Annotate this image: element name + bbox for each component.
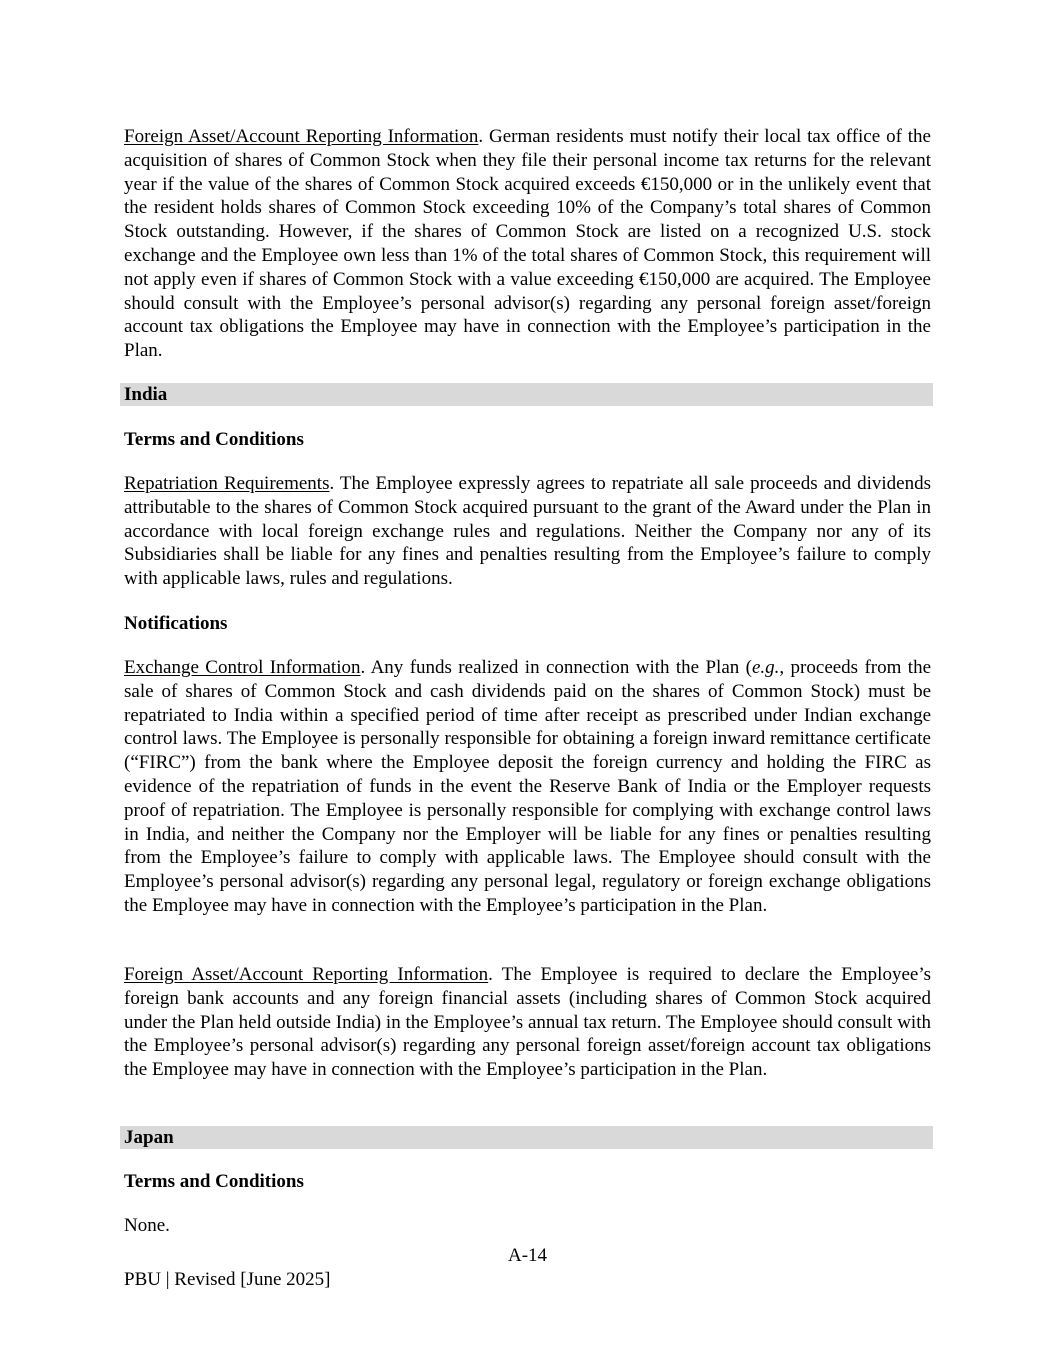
japan-terms-body: None. [124, 1215, 170, 1236]
india-exchange-body-b: , proceeds from the sale of shares of Common Stock and cash dividends paid on the shares of Common Stock) must be repatriated to India within a specified period of time after receipt as prescribed under Indian exchange control laws. The Employee is personally responsible for obtaining a foreign inward remittance certificate (“FIRC”) from the bank where the Employee deposit the foreign currency and holding the FIRC as evidence of the repatriation of funds in the event the Reserve Bank of India or the Employer requests proof of repatriation. The Employee is personally responsible for complying with exchange control laws in India, and neither the Company nor the Employer will be liable for any fines or penalties resulting from the Employee’s failure to comply with applicable laws. The Employee should consult with the Employee’s personal advisor(s) regarding any personal legal, regulatory or foreign exchange obligations the Employee may have in connection with the Employee’s participation in the Plan. [124, 657, 931, 916]
india-exchange-title: Exchange Control Information [124, 657, 361, 678]
india-reporting-paragraph [124, 963, 931, 1082]
india-notifications-heading: Notifications [124, 613, 228, 634]
india-exchange-paragraph [124, 656, 931, 918]
india-section-header [120, 383, 933, 406]
page-number: A-14 [507, 1245, 548, 1266]
india-country-label: India [124, 384, 168, 405]
germany-reporting-title: Foreign Asset/Account Reporting Information [124, 126, 479, 147]
india-repatriation-paragraph [124, 472, 931, 591]
india-exchange-section [124, 656, 931, 918]
japan-terms-heading: Terms and Conditions [124, 1171, 304, 1192]
india-reporting-title: Foreign Asset/Account Reporting Information [124, 964, 489, 985]
india-exchange-eg: e.g. [751, 657, 780, 678]
germany-reporting-body: . German residents must notify their local tax office of the acquisition of shares of Common Stock when they file their personal income tax returns for the relevant year if the value of the shares of Common Stock acquired exceeds €150,000 or in the unlikely event that the resident holds shares of Common Stock exceeding 10% of the Company’s total shares of Common Stock outstanding. However, if the shares of Common Stock are listed on a recognized U.S. stock exchange and the Employee own less than 1% of the total shares of Common Stock, this requirement will not apply even if shares of Common Stock with a value exceeding €150,000 are acquired. The Employee should consult with the Employee’s personal advisor(s) regarding any personal foreign asset/foreign account tax obligations the Employee may have in connection with the Employee’s participation in the Plan. [124, 126, 931, 362]
india-reporting-body: . The Employee is required to declare the Employee’s foreign bank accounts and any foreign financial assets (including shares of Common Stock acquired under the Plan held outside India) in the Employee’s annual tax return. The Employee should consult with the Employee’s personal advisor(s) regarding any personal foreign asset/foreign account tax obligations the Employee may have in connection with the Employee’s participation in the Plan. [124, 964, 931, 1081]
india-repatriation-body: . The Employee expressly agrees to repatriate all sale proceeds and dividends attributable to the shares of Common Stock acquired pursuant to the grant of the Award under the Plan in accordance with local foreign exchange rules and regulations. Neither the Company nor any of its Subsidiaries shall be liable for any fines and penalties resulting from the Employee’s failure to comply with applicable laws, rules and regulations. [124, 473, 931, 590]
germany-reporting-paragraph [124, 125, 931, 363]
india-repatriation-section [124, 472, 931, 591]
india-terms-heading: Terms and Conditions [124, 429, 304, 450]
revision-label: PBU | Revised [June 2025] [124, 1269, 331, 1290]
germany-reporting-section [124, 125, 931, 363]
india-exchange-body-a: . Any funds realized in connection with the Plan ( [360, 657, 752, 678]
japan-country-label: Japan [124, 1127, 174, 1148]
japan-section-header [120, 1126, 933, 1149]
india-reporting-section [124, 963, 931, 1082]
india-repatriation-title: Repatriation Requirements [124, 473, 330, 494]
